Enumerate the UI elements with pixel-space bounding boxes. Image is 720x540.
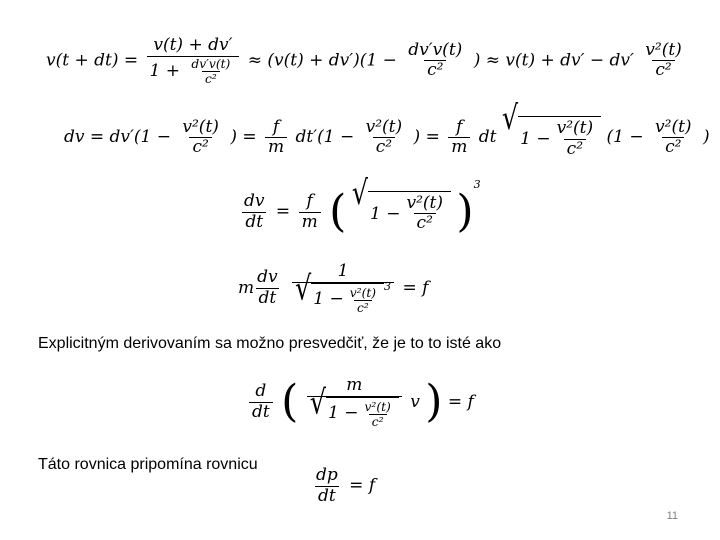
- eq1-frac-2: $\frac{dv'v(t)}{\text{c²}}$: [408, 39, 463, 81]
- equation-3: $\frac{dv}{dt}$ = $\frac{f}{m}$ ( √ 1 − $\frac{\text{v²(t)}}{\text{c²}}$ )$^3$: [244, 173, 481, 237]
- equation-2: dv = dv′(1 − $\frac{\text{v²(t)}}{\text{c²}}$ ) = $\frac{f}{m}$ dt′(1 − $\frac{\text{v²(t)}}{\text{c²}}$ ) = $\frac{f}{m}$ dt √ 1 − $\frac{\text{v²(t)}}{\text{c²}}$ (1 − $\frac{\text{v²(t)}}{\text{c²}}$ ): [64, 99, 710, 159]
- eq1-frac-3: $\frac{\text{v²(t)}}{\text{c²}}$: [645, 39, 682, 81]
- equation-5: $\frac{d}{dt}$ ( m √ 1 − $\frac{\text{v²(t)}}{\text{c²}}$ v ) = f: [246, 376, 474, 429]
- eq1-op1: ≈ (v(t) + dv′)(1 −: [247, 50, 397, 71]
- page-number: 11: [666, 510, 678, 522]
- eq1-lhs: v(t + dt) =: [46, 50, 139, 71]
- right-paren-icon: ): [425, 376, 443, 428]
- radical-sign-icon: √: [501, 99, 519, 139]
- eq2-sqrt: √ 1 − $\frac{\text{v²(t)}}{\text{c²}}$: [502, 116, 601, 159]
- left-paren-icon: (: [329, 186, 347, 237]
- radical-sign-icon: √: [295, 269, 312, 309]
- equation-1: [46, 36, 688, 86]
- explanation-text: Explicitným derivovaním sa možno presvedčiť, že je to to isté ako: [38, 335, 502, 352]
- radical-sign-icon: √: [351, 173, 368, 213]
- radical-sign-icon: √: [309, 383, 327, 423]
- eq1-op2: ) ≈ v(t) + dv′ − dv′: [473, 50, 634, 71]
- eq1-frac-1: v(t) + dv′ 1 + $\frac{dv'v(t)}{\text{c²}}$: [147, 36, 240, 86]
- equation-4: m $\frac{dv}{dt}$ 1 √ 1 − $\frac{\text{v²(t)}}{\text{c²}}$ $^3$ = f: [238, 261, 429, 315]
- comparison-text: Táto rovnica pripomína rovnicu: [38, 456, 258, 473]
- left-paren-icon: (: [281, 376, 299, 428]
- right-paren-icon: ): [456, 186, 474, 237]
- equation-6: $\frac{dp}{dt}$ = f: [316, 465, 376, 506]
